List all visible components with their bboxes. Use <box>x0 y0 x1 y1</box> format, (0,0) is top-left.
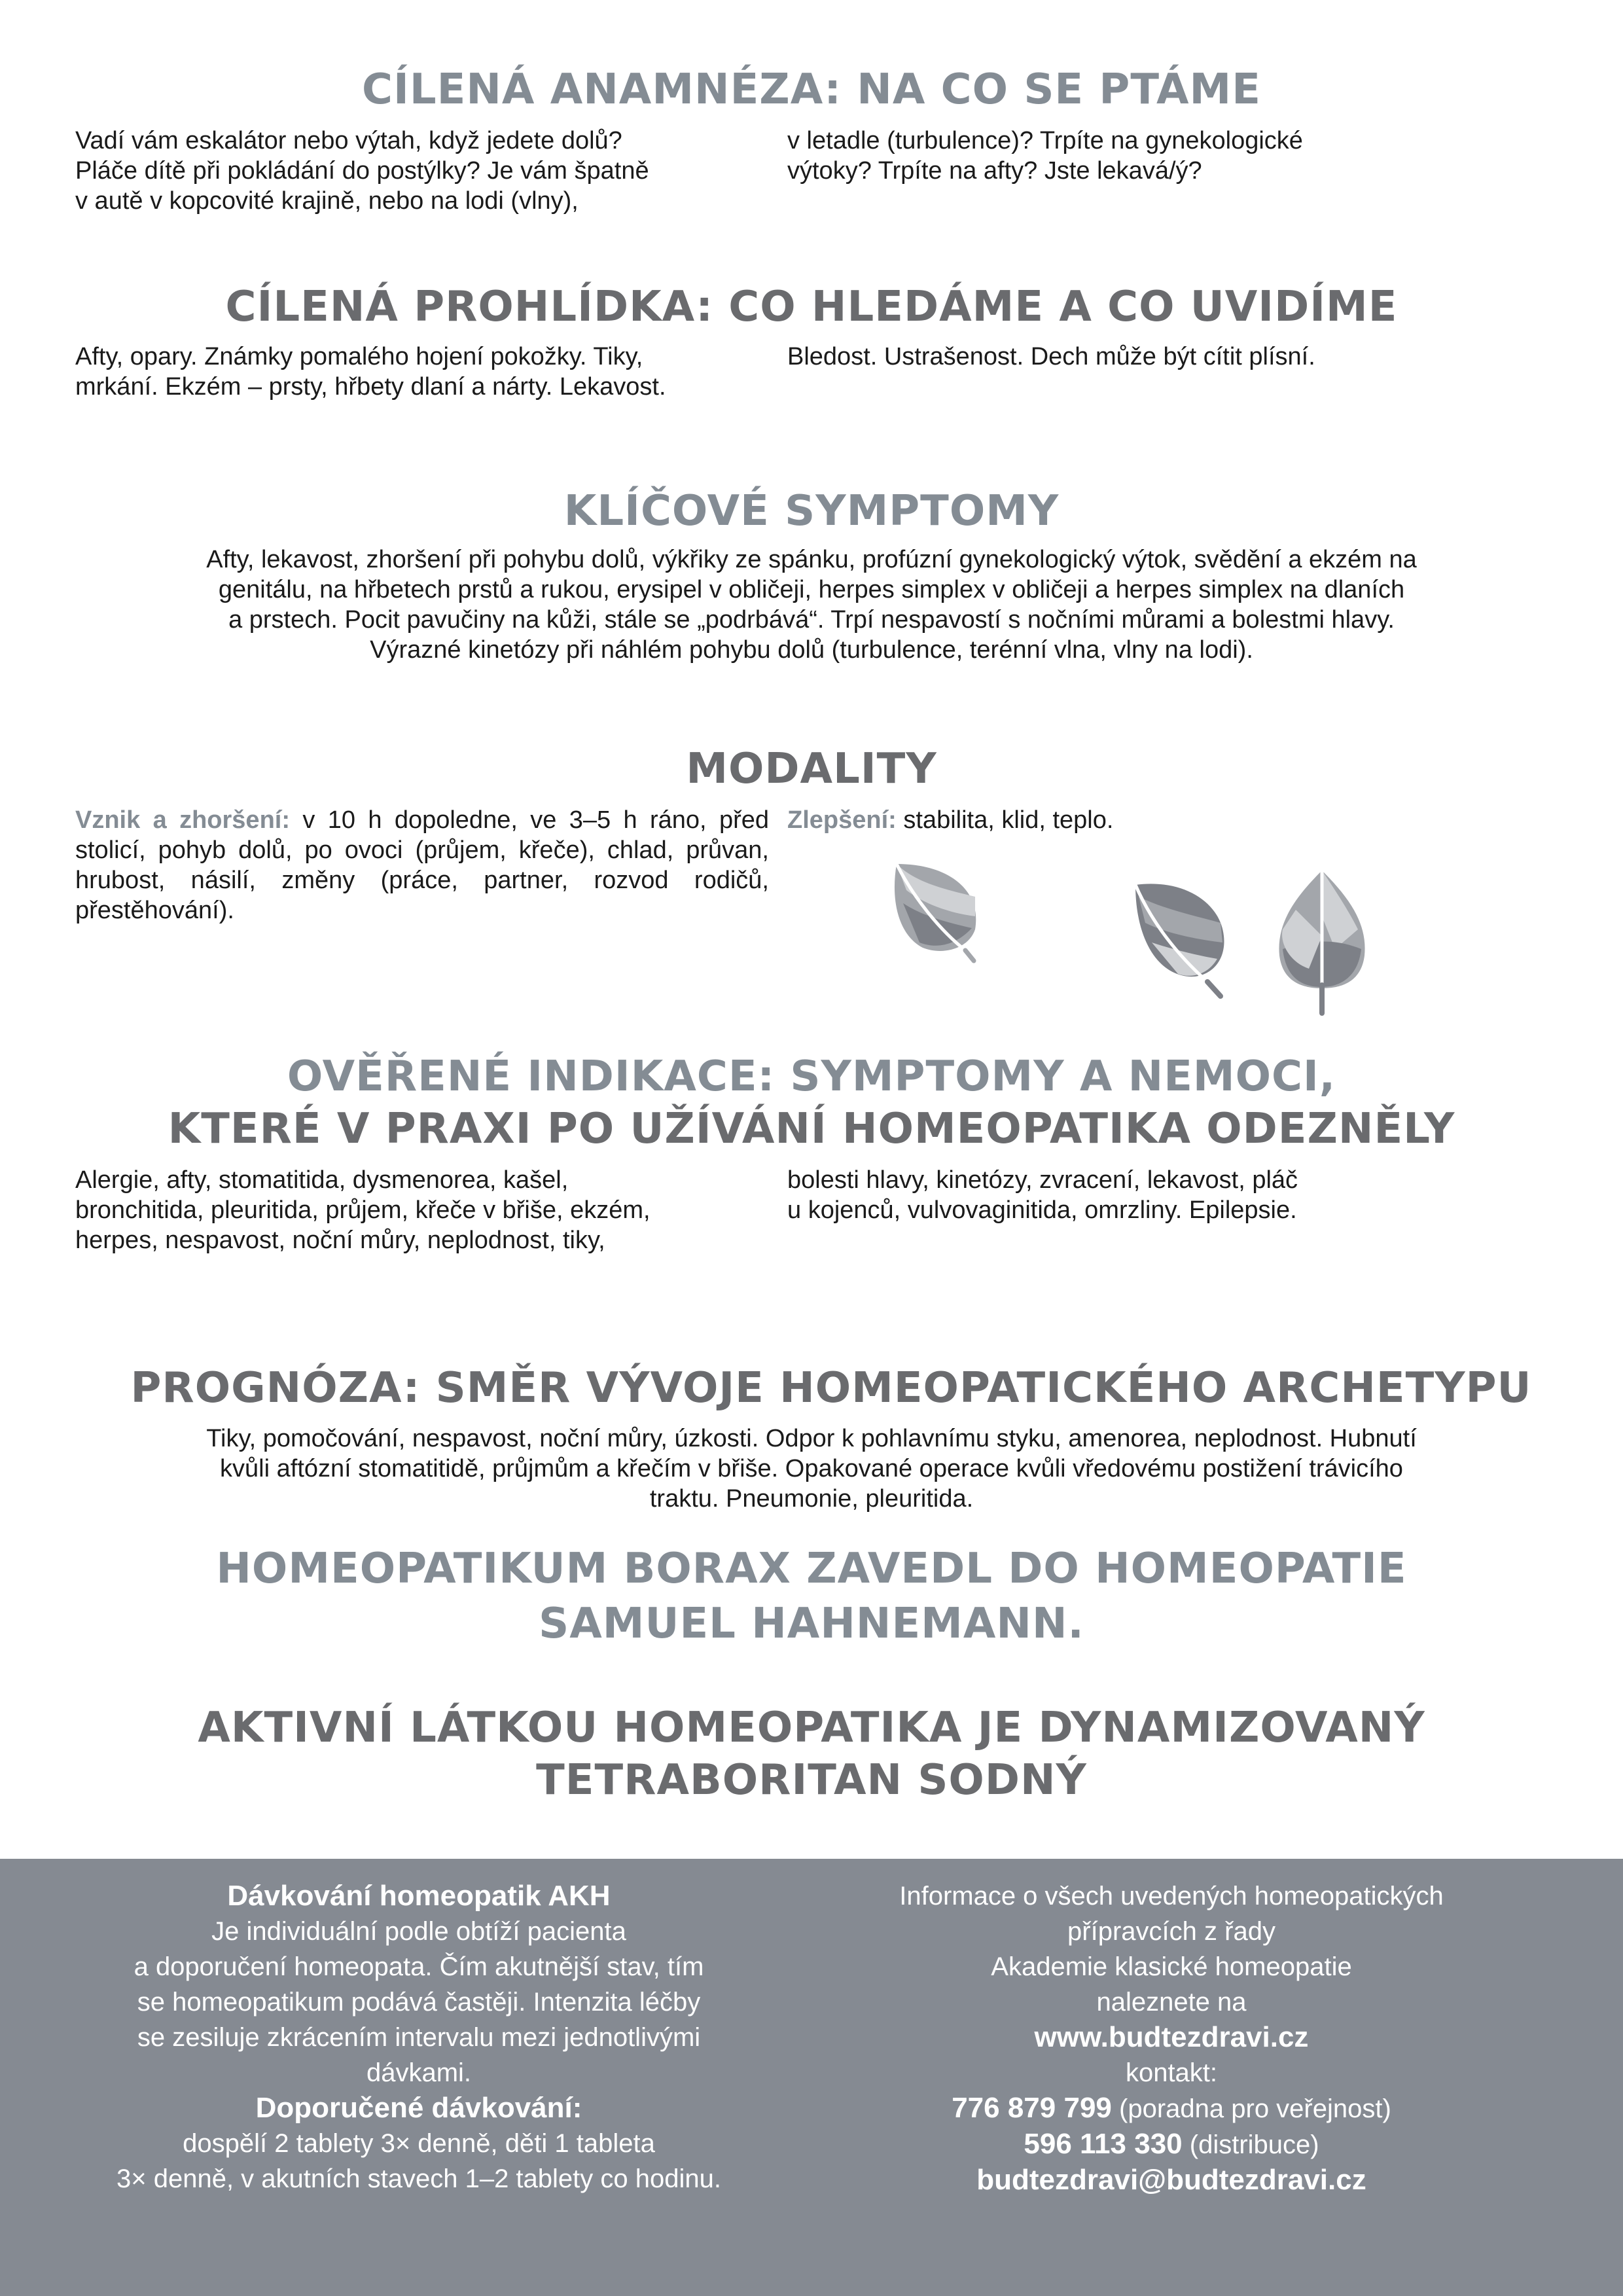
text-line: dávkami. <box>366 2058 472 2087</box>
text-line: se zesiluje zkrácením intervalu mezi jednotlivými <box>137 2023 701 2052</box>
modality-title: MODALITY <box>686 745 937 793</box>
website-link[interactable]: www.budtezdravi.cz <box>1034 2021 1309 2053</box>
text-line: Pláče dítě při pokládání do postýlky? Je vám špatně <box>75 157 649 185</box>
text-line: naleznete na <box>1096 1988 1247 2017</box>
text-line: Výrazné kinetózy při náhlém pohybu dolů (turbulence, terénní vlna, vlny na lodi). <box>370 636 1253 664</box>
text-line: Afty, lekavost, zhoršení při pohybu dolů, výkřiky ze spánku, profúzní gynekologický výtok, svědění a ekzém na <box>206 546 1417 573</box>
symptomy-text <box>65 545 1558 665</box>
text-line: bronchitida, pleuritida, průjem, křeče v břiše, ekzém, <box>75 1196 651 1224</box>
text-line: výtoky? Trpíte na afty? Jste lekavá/ý? <box>787 157 1202 185</box>
prognoza-text <box>65 1424 1558 1514</box>
text-line: herpes, nespavost, noční můry, neplodnost, tiky, <box>75 1227 605 1254</box>
phone-public <box>785 2090 1558 2126</box>
text-line: Informace o všech uvedených homeopatických <box>899 1882 1444 1910</box>
title-line: KTERÉ V PRAXI PO UŽÍVÁNÍ HOMEOPATIKA ODEZNĚLY <box>168 1105 1455 1153</box>
text-line: mrkání. Ekzém – prsty, hřbety dlaní a nárty. Lekavost. <box>75 373 666 401</box>
text-line: přípravcích z řady <box>1067 1917 1275 1946</box>
prohlidka-right-text <box>787 342 1481 372</box>
leaf-icon-large <box>1279 870 1364 1014</box>
title-line: SAMUEL HAHNEMANN. <box>539 1600 1084 1648</box>
title-line: HOMEOPATIKUM BORAX ZAVEDL DO HOMEOPATIE <box>216 1545 1407 1593</box>
indikace-title <box>0 1050 1623 1103</box>
text-line: kvůli aftózní stomatitidě, průjmům a křečím v břiše. Opakované operace kvůli vředovému postižení trávicího <box>220 1455 1403 1482</box>
modality-improvement-text: stabilita, klid, teplo. <box>903 806 1114 834</box>
text-line: 3× denně, v akutních stavech 1–2 tablety co hodinu. <box>116 2164 721 2193</box>
symptomy-title: KLÍČOVÉ SYMPTOMY <box>563 487 1060 535</box>
footer-dosage <box>65 1878 772 2197</box>
title-line: OVĚŘENÉ INDIKACE: SYMPTOMY A NEMOCI, <box>287 1052 1336 1101</box>
leaves-decoration <box>877 851 1400 1021</box>
text-line: v autě v kopcovité krajině, nebo na lodi (vlny), <box>75 187 579 215</box>
text-line: dospělí 2 tablety 3× denně, děti 1 tableta <box>183 2129 655 2158</box>
leaf-icon-medium <box>1135 884 1224 996</box>
indikace-right-text <box>787 1165 1481 1225</box>
text-line: Afty, opary. Známky pomalého hojení pokožky. Tiky, <box>75 343 643 370</box>
anamneza-right-text <box>787 126 1481 186</box>
title-line: AKTIVNÍ LÁTKOU HOMEOPATIKA JE DYNAMIZOVANÝ <box>198 1704 1425 1752</box>
text-line: Bledost. Ustrašenost. Dech může být cítit plísní. <box>787 343 1315 370</box>
email-link[interactable]: budtezdravi@budtezdravi.cz <box>976 2164 1366 2196</box>
text-line: v letadle (turbulence)? Trpíte na gynekologické <box>787 127 1303 154</box>
prohlidka-left-text <box>75 342 769 402</box>
text-line: u kojenců, vulvovaginitida, omrzliny. Epilepsie. <box>787 1196 1297 1224</box>
dosage-title: Dávkování homeopatik AKH <box>227 1880 611 1912</box>
footer <box>0 1859 1623 2296</box>
text-line: Akademie klasické homeopatie <box>991 1952 1352 1981</box>
recommended-dosage-title: Doporučené dávkování: <box>255 2092 582 2124</box>
contact-label: kontakt: <box>1125 2058 1218 2087</box>
modality-aggravation <box>75 805 769 925</box>
phone-distribution <box>785 2126 1558 2162</box>
text-line: bolesti hlavy, kinetózy, zvracení, lekavost, pláč <box>787 1166 1298 1194</box>
text-line: a doporučení homeopata. Čím akutnější stav, tím <box>134 1952 704 1981</box>
modality-improvement <box>787 805 1481 835</box>
anamneza-left-text <box>75 126 769 216</box>
text-line: a prstech. Pocit pavučiny na kůži, stále se „podrbává“. Trpí nespavostí s nočními můrami a bolestmi hlavy. <box>228 606 1395 634</box>
text-line: Tiky, pomočování, nespavost, noční můry, úzkosti. Odpor k pohlavnímu styku, amenorea, neplodnost. Hubnutí <box>206 1425 1417 1452</box>
text-line: Vadí vám eskalátor nebo výtah, když jedete dolů? <box>75 127 622 154</box>
text-line: Je individuální podle obtíží pacienta <box>211 1917 626 1946</box>
indikace-title-2 <box>0 1103 1623 1155</box>
phone-public-number[interactable]: 776 879 799 <box>952 2092 1112 2124</box>
modality-aggravation-text: v 10 h dopoledne, ve 3–5 h ráno, před stolicí, pohyb dolů, po ovoci (průjem, křeče), chlad, průvan, hrubost, násilí, změny (práce, partner, rozvod rodičů, přestěhování). <box>75 806 769 924</box>
modality-improvement-label: Zlepšení: <box>787 806 897 834</box>
modality-aggravation-label: Vznik a zhoršení: <box>75 806 290 834</box>
text-line: Alergie, afty, stomatitida, dysmenorea, kašel, <box>75 1166 569 1194</box>
phone-distribution-note: (distribuce) <box>1189 2130 1319 2159</box>
footer-info <box>785 1878 1558 2198</box>
phone-distribution-number[interactable]: 596 113 330 <box>1024 2128 1183 2160</box>
indikace-left-text <box>75 1165 769 1255</box>
prognoza-title: PROGNÓZA: SMĚR VÝVOJE HOMEOPATICKÉHO ARCHETYPU <box>130 1364 1532 1412</box>
phone-public-note: (poradna pro veřejnost) <box>1119 2094 1391 2123</box>
hahnemann-statement <box>0 1541 1623 1651</box>
text-line: traktu. Pneumonie, pleuritida. <box>649 1485 974 1513</box>
text-line: se homeopatikum podává častěji. Intenzita léčby <box>137 1988 701 2017</box>
leaf-icon-small <box>895 864 976 961</box>
anamneza-title: CÍLENÁ ANAMNÉZA: NA CO SE PTÁME <box>362 65 1261 114</box>
prohlidka-title: CÍLENÁ PROHLÍDKA: CO HLEDÁME A CO UVIDÍME <box>225 283 1398 331</box>
active-substance-statement <box>0 1702 1623 1806</box>
text-line: genitálu, na hřbetech prstů a rukou, erysipel v obličeji, herpes simplex v obličeji a herpes simplex na dlaních <box>218 576 1405 603</box>
title-line: TETRABORITAN SODNÝ <box>536 1756 1087 1804</box>
